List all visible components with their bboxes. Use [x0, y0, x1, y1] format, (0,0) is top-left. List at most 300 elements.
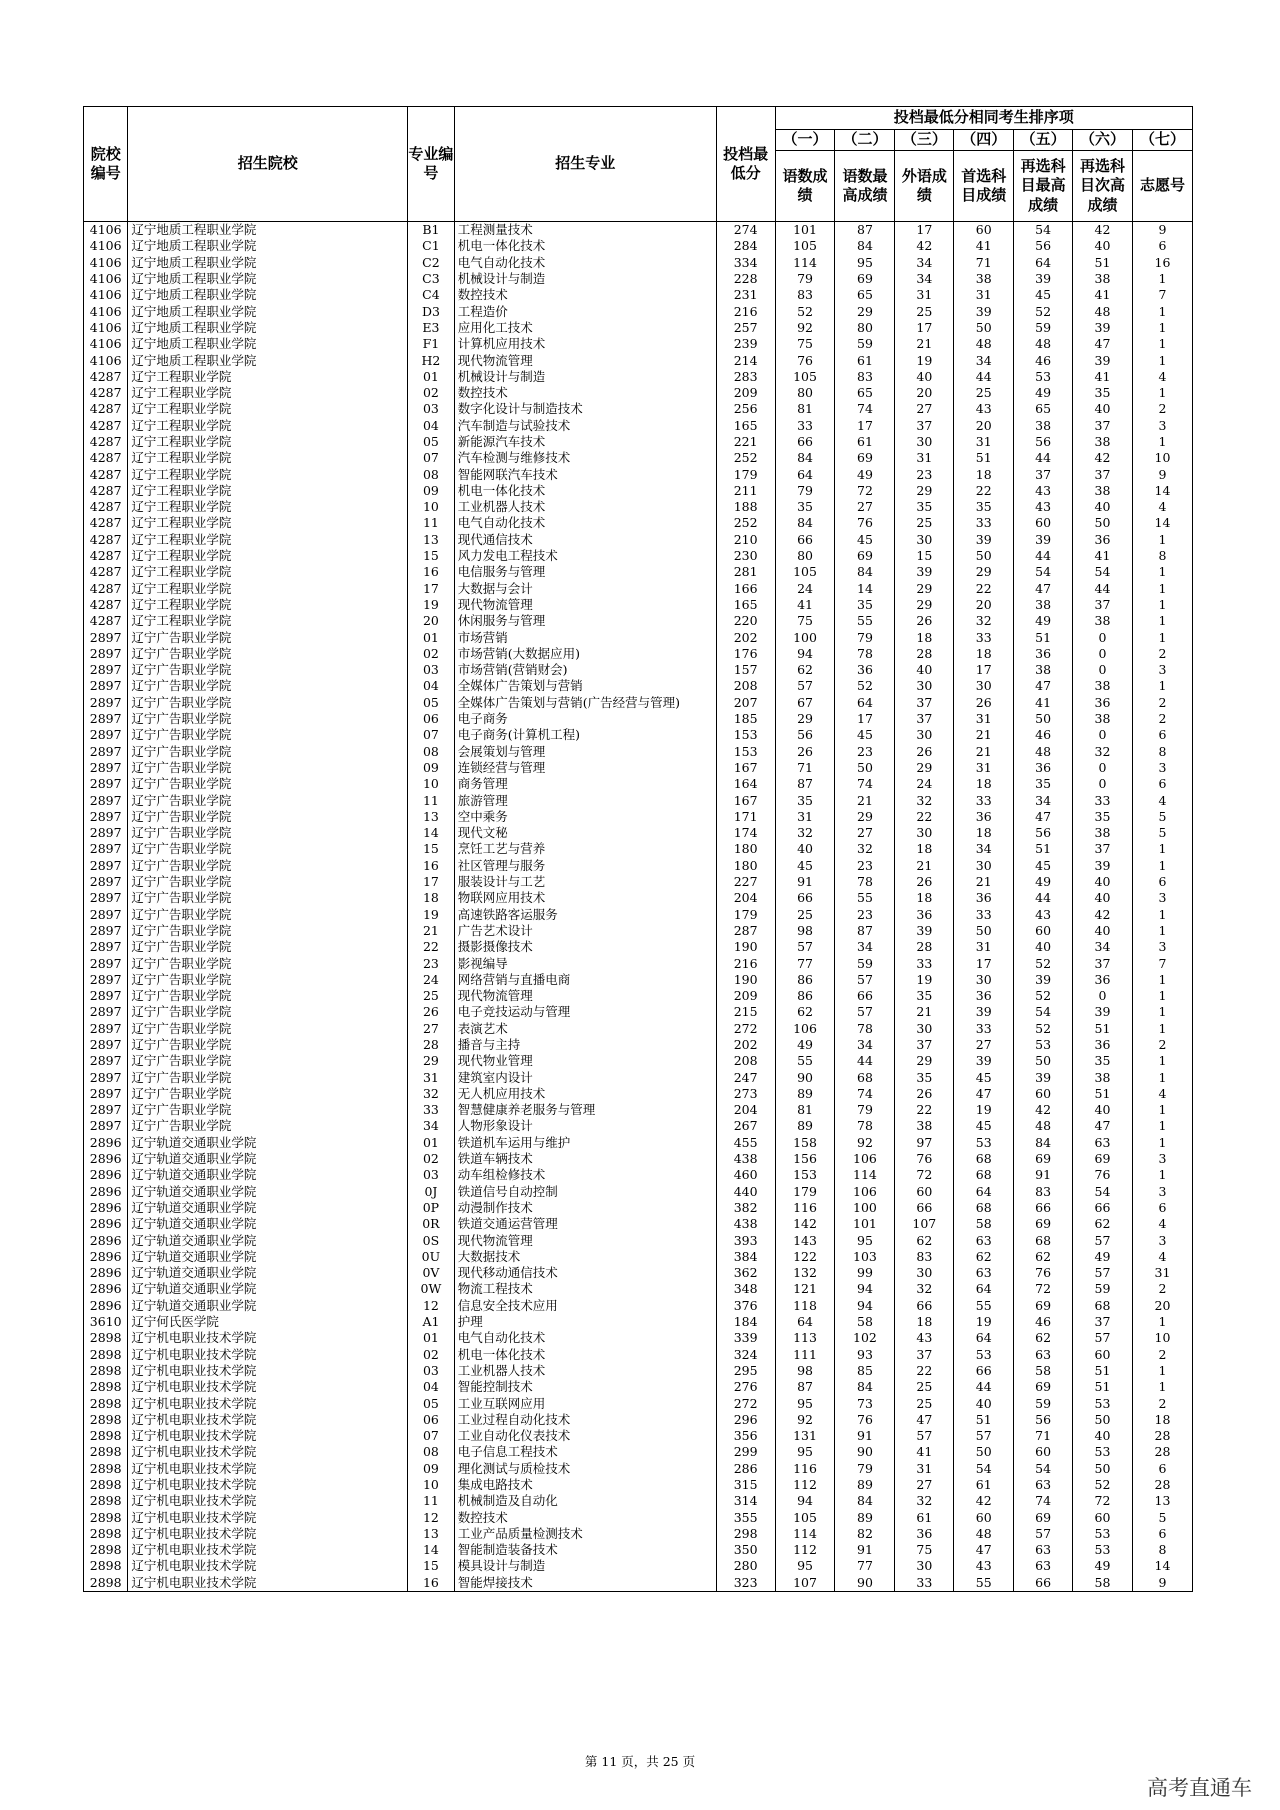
cell-score-elective-second: 33 — [1073, 792, 1133, 808]
cell-score-chinese-math: 112 — [775, 1477, 835, 1493]
cell-score-chinese-math-max: 21 — [835, 792, 895, 808]
cell-major-name: 大数据与会计 — [454, 581, 716, 597]
table-row — [84, 499, 1193, 515]
cell-school-name: 辽宁工程职业学院 — [128, 597, 408, 613]
cell-score-elective-max: 43 — [1014, 499, 1073, 515]
cell-score-foreign-lang: 72 — [895, 1167, 954, 1183]
cell-score-first-subject: 32 — [954, 613, 1014, 629]
cell-score-chinese-math-max: 74 — [835, 776, 895, 792]
cell-score-elective-max: 69 — [1014, 1216, 1073, 1232]
cell-score-chinese-math: 66 — [775, 890, 835, 906]
cell-school-code: 2896 — [84, 1281, 128, 1297]
cell-school-name: 辽宁轨道交通职业学院 — [128, 1167, 408, 1183]
cell-score-chinese-math-max: 106 — [835, 1151, 895, 1167]
cell-score-first-subject: 34 — [954, 352, 1014, 368]
cell-score-elective-max: 40 — [1014, 939, 1073, 955]
table-row — [84, 336, 1193, 352]
cell-school-name: 辽宁工程职业学院 — [128, 581, 408, 597]
cell-score-elective-max: 54 — [1014, 1004, 1073, 1020]
cell-score-elective-max: 47 — [1014, 809, 1073, 825]
cell-score-foreign-lang: 18 — [895, 1314, 954, 1330]
table-row — [84, 1493, 1193, 1509]
cell-score-chinese-math: 179 — [775, 1184, 835, 1200]
cell-min-score: 220 — [716, 613, 775, 629]
table-row — [84, 744, 1193, 760]
cell-score-chinese-math: 94 — [775, 646, 835, 662]
cell-major-code: 32 — [408, 1086, 455, 1102]
cell-score-elective-second: 35 — [1073, 809, 1133, 825]
cell-score-foreign-lang: 32 — [895, 1493, 954, 1509]
cell-preference-number: 4 — [1132, 499, 1192, 515]
cell-min-score: 167 — [716, 760, 775, 776]
cell-min-score: 180 — [716, 858, 775, 874]
cell-major-name: 表演艺术 — [454, 1021, 716, 1037]
cell-preference-number: 1 — [1132, 1363, 1192, 1379]
cell-major-code: 08 — [408, 1444, 455, 1460]
cell-score-foreign-lang: 37 — [895, 1346, 954, 1362]
cell-major-code: H2 — [408, 352, 455, 368]
cell-score-first-subject: 66 — [954, 1363, 1014, 1379]
cell-major-code: 03 — [408, 1167, 455, 1183]
cell-score-foreign-lang: 19 — [895, 352, 954, 368]
cell-school-code: 2897 — [84, 858, 128, 874]
cell-school-code: 2897 — [84, 1004, 128, 1020]
cell-score-elective-second: 40 — [1073, 499, 1133, 515]
cell-score-foreign-lang: 75 — [895, 1542, 954, 1558]
cell-school-code: 4287 — [84, 483, 128, 499]
cell-min-score: 176 — [716, 646, 775, 662]
cell-score-elective-second: 57 — [1073, 1265, 1133, 1281]
cell-score-elective-second: 0 — [1073, 629, 1133, 645]
cell-major-name: 市场营销(营销财会) — [454, 662, 716, 678]
cell-min-score: 460 — [716, 1167, 775, 1183]
cell-school-code: 4287 — [84, 564, 128, 580]
cell-score-chinese-math: 84 — [775, 450, 835, 466]
cell-major-code: 0V — [408, 1265, 455, 1281]
cell-preference-number: 1 — [1132, 1004, 1192, 1020]
cell-score-elective-max: 34 — [1014, 792, 1073, 808]
cell-school-code: 2898 — [84, 1330, 128, 1346]
cell-preference-number: 9 — [1132, 222, 1192, 239]
cell-score-chinese-math-max: 84 — [835, 1493, 895, 1509]
table-row — [84, 1526, 1193, 1542]
cell-school-code: 4106 — [84, 303, 128, 319]
cell-major-name: 铁道信号自动控制 — [454, 1184, 716, 1200]
cell-score-elective-max: 66 — [1014, 1575, 1073, 1592]
cell-major-code: 15 — [408, 548, 455, 564]
cell-score-foreign-lang: 37 — [895, 1037, 954, 1053]
cell-score-first-subject: 18 — [954, 646, 1014, 662]
cell-score-elective-second: 0 — [1073, 988, 1133, 1004]
cell-preference-number: 1 — [1132, 1135, 1192, 1151]
col-header-label: 再选科目最高成绩 — [1014, 151, 1073, 222]
cell-preference-number: 2 — [1132, 695, 1192, 711]
cell-school-name: 辽宁地质工程职业学院 — [128, 320, 408, 336]
cell-score-first-subject: 21 — [954, 744, 1014, 760]
table-row — [84, 581, 1193, 597]
cell-school-code: 2898 — [84, 1558, 128, 1574]
cell-score-foreign-lang: 29 — [895, 760, 954, 776]
cell-score-elective-second: 50 — [1073, 1461, 1133, 1477]
cell-school-code: 2897 — [84, 1069, 128, 1085]
col-header-sub: （七） — [1132, 130, 1192, 151]
cell-score-chinese-math: 95 — [775, 1444, 835, 1460]
cell-score-chinese-math-max: 66 — [835, 988, 895, 1004]
cell-school-code: 2898 — [84, 1363, 128, 1379]
cell-score-chinese-math: 81 — [775, 1102, 835, 1118]
cell-major-name: 智慧健康养老服务与管理 — [454, 1102, 716, 1118]
cell-score-foreign-lang: 40 — [895, 369, 954, 385]
cell-score-elective-second: 60 — [1073, 1346, 1133, 1362]
cell-score-foreign-lang: 15 — [895, 548, 954, 564]
cell-school-code: 3610 — [84, 1314, 128, 1330]
cell-preference-number: 16 — [1132, 255, 1192, 271]
cell-score-elective-max: 60 — [1014, 515, 1073, 531]
cell-score-foreign-lang: 30 — [895, 434, 954, 450]
cell-score-elective-second: 44 — [1073, 581, 1133, 597]
cell-score-foreign-lang: 35 — [895, 988, 954, 1004]
cell-score-chinese-math-max: 114 — [835, 1167, 895, 1183]
cell-score-elective-second: 37 — [1073, 466, 1133, 482]
cell-score-elective-second: 37 — [1073, 955, 1133, 971]
cell-score-chinese-math: 116 — [775, 1200, 835, 1216]
cell-score-chinese-math-max: 84 — [835, 1379, 895, 1395]
cell-min-score: 274 — [716, 222, 775, 239]
cell-major-code: 05 — [408, 434, 455, 450]
cell-major-code: 07 — [408, 727, 455, 743]
cell-score-elective-max: 63 — [1014, 1477, 1073, 1493]
cell-score-chinese-math: 31 — [775, 809, 835, 825]
cell-school-name: 辽宁机电职业技术学院 — [128, 1542, 408, 1558]
cell-score-foreign-lang: 31 — [895, 1461, 954, 1477]
cell-score-chinese-math: 24 — [775, 581, 835, 597]
cell-score-chinese-math: 79 — [775, 271, 835, 287]
table-row — [84, 1461, 1193, 1477]
col-header-school: 招生院校 — [128, 107, 408, 222]
cell-score-first-subject: 27 — [954, 1037, 1014, 1053]
cell-school-code: 2897 — [84, 662, 128, 678]
cell-major-name: 市场营销 — [454, 629, 716, 645]
cell-score-chinese-math: 92 — [775, 1412, 835, 1428]
cell-school-code: 2896 — [84, 1184, 128, 1200]
cell-score-foreign-lang: 32 — [895, 1281, 954, 1297]
cell-school-code: 2897 — [84, 1037, 128, 1053]
cell-score-first-subject: 55 — [954, 1298, 1014, 1314]
cell-school-code: 2897 — [84, 1118, 128, 1134]
cell-major-name: 数控技术 — [454, 385, 716, 401]
cell-score-first-subject: 30 — [954, 858, 1014, 874]
cell-school-code: 2897 — [84, 695, 128, 711]
col-header-major-code: 专业编号 — [408, 107, 455, 222]
cell-score-first-subject: 50 — [954, 548, 1014, 564]
cell-major-name: 工业产品质量检测技术 — [454, 1526, 716, 1542]
cell-min-score: 230 — [716, 548, 775, 564]
cell-score-chinese-math: 52 — [775, 303, 835, 319]
cell-score-foreign-lang: 19 — [895, 972, 954, 988]
cell-major-name: 铁道机车运用与维护 — [454, 1135, 716, 1151]
cell-major-code: 23 — [408, 955, 455, 971]
cell-score-chinese-math-max: 74 — [835, 1086, 895, 1102]
cell-major-code: 08 — [408, 466, 455, 482]
cell-min-score: 209 — [716, 385, 775, 401]
cell-min-score: 166 — [716, 581, 775, 597]
cell-score-elective-max: 62 — [1014, 1330, 1073, 1346]
cell-school-name: 辽宁轨道交通职业学院 — [128, 1151, 408, 1167]
cell-score-first-subject: 22 — [954, 483, 1014, 499]
cell-score-chinese-math-max: 44 — [835, 1053, 895, 1069]
cell-major-name: 风力发电工程技术 — [454, 548, 716, 564]
cell-preference-number: 4 — [1132, 369, 1192, 385]
cell-major-name: 工业机器人技术 — [454, 499, 716, 515]
cell-preference-number: 7 — [1132, 955, 1192, 971]
cell-major-name: 电气自动化技术 — [454, 1330, 716, 1346]
cell-preference-number: 10 — [1132, 450, 1192, 466]
cell-major-name: 会展策划与管理 — [454, 744, 716, 760]
cell-score-chinese-math-max: 79 — [835, 629, 895, 645]
cell-school-name: 辽宁广告职业学院 — [128, 1004, 408, 1020]
cell-score-first-subject: 60 — [954, 1509, 1014, 1525]
cell-school-name: 辽宁轨道交通职业学院 — [128, 1281, 408, 1297]
cell-preference-number: 1 — [1132, 629, 1192, 645]
cell-score-first-subject: 39 — [954, 532, 1014, 548]
cell-score-first-subject: 39 — [954, 303, 1014, 319]
cell-major-name: 集成电路技术 — [454, 1477, 716, 1493]
cell-school-code: 2897 — [84, 988, 128, 1004]
cell-school-code: 2897 — [84, 760, 128, 776]
cell-score-elective-max: 52 — [1014, 303, 1073, 319]
cell-major-name: 信息安全技术应用 — [454, 1298, 716, 1314]
table-row — [84, 1069, 1193, 1085]
cell-min-score: 257 — [716, 320, 775, 336]
cell-min-score: 273 — [716, 1086, 775, 1102]
cell-score-elective-max: 38 — [1014, 597, 1073, 613]
cell-school-code: 2896 — [84, 1249, 128, 1265]
cell-score-foreign-lang: 21 — [895, 336, 954, 352]
cell-min-score: 202 — [716, 629, 775, 645]
cell-school-code: 4106 — [84, 352, 128, 368]
cell-min-score: 276 — [716, 1379, 775, 1395]
col-header-label: 外语成绩 — [895, 151, 954, 222]
cell-school-name: 辽宁广告职业学院 — [128, 890, 408, 906]
cell-score-foreign-lang: 66 — [895, 1298, 954, 1314]
cell-score-elective-max: 64 — [1014, 255, 1073, 271]
cell-score-chinese-math: 98 — [775, 923, 835, 939]
table-row — [84, 287, 1193, 303]
cell-score-elective-max: 43 — [1014, 906, 1073, 922]
cell-major-code: 22 — [408, 939, 455, 955]
cell-score-chinese-math: 95 — [775, 1558, 835, 1574]
cell-preference-number: 1 — [1132, 320, 1192, 336]
table-row — [84, 727, 1193, 743]
cell-score-foreign-lang: 29 — [895, 597, 954, 613]
cell-score-elective-max: 56 — [1014, 1412, 1073, 1428]
cell-school-name: 辽宁广告职业学院 — [128, 1021, 408, 1037]
cell-major-code: E3 — [408, 320, 455, 336]
cell-min-score: 324 — [716, 1346, 775, 1362]
table-row — [84, 1575, 1193, 1592]
cell-min-score: 204 — [716, 890, 775, 906]
cell-preference-number: 1 — [1132, 1053, 1192, 1069]
cell-score-chinese-math-max: 78 — [835, 1021, 895, 1037]
cell-score-foreign-lang: 38 — [895, 1118, 954, 1134]
cell-score-first-subject: 68 — [954, 1200, 1014, 1216]
cell-school-code: 4287 — [84, 385, 128, 401]
cell-score-chinese-math: 111 — [775, 1346, 835, 1362]
cell-score-chinese-math: 112 — [775, 1542, 835, 1558]
cell-preference-number: 2 — [1132, 401, 1192, 417]
cell-major-name: 现代物流管理 — [454, 988, 716, 1004]
cell-min-score: 287 — [716, 923, 775, 939]
cell-score-first-subject: 45 — [954, 1069, 1014, 1085]
cell-min-score: 227 — [716, 874, 775, 890]
cell-major-name: 市场营销(大数据应用) — [454, 646, 716, 662]
cell-score-first-subject: 26 — [954, 695, 1014, 711]
table-row — [84, 450, 1193, 466]
cell-major-code: 06 — [408, 711, 455, 727]
cell-major-code: 24 — [408, 972, 455, 988]
cell-score-elective-second: 37 — [1073, 597, 1133, 613]
cell-score-chinese-math-max: 94 — [835, 1281, 895, 1297]
cell-min-score: 283 — [716, 369, 775, 385]
cell-score-first-subject: 36 — [954, 890, 1014, 906]
cell-score-chinese-math-max: 29 — [835, 809, 895, 825]
cell-min-score: 165 — [716, 418, 775, 434]
cell-score-elective-second: 66 — [1073, 1200, 1133, 1216]
cell-score-elective-max: 39 — [1014, 532, 1073, 548]
cell-preference-number: 10 — [1132, 1330, 1192, 1346]
col-header-sub: （三） — [895, 130, 954, 151]
cell-score-chinese-math-max: 92 — [835, 1135, 895, 1151]
cell-min-score: 438 — [716, 1151, 775, 1167]
cell-score-chinese-math-max: 106 — [835, 1184, 895, 1200]
cell-school-code: 2897 — [84, 711, 128, 727]
cell-score-elective-max: 47 — [1014, 678, 1073, 694]
cell-score-elective-max: 56 — [1014, 825, 1073, 841]
table-row — [84, 548, 1193, 564]
cell-major-code: D3 — [408, 303, 455, 319]
cell-major-code: 02 — [408, 385, 455, 401]
cell-major-code: 17 — [408, 874, 455, 890]
cell-score-chinese-math: 86 — [775, 972, 835, 988]
cell-score-first-subject: 21 — [954, 727, 1014, 743]
cell-score-elective-second: 40 — [1073, 923, 1133, 939]
cell-score-chinese-math: 49 — [775, 1037, 835, 1053]
cell-score-chinese-math: 121 — [775, 1281, 835, 1297]
cell-score-first-subject: 31 — [954, 287, 1014, 303]
cell-score-elective-max: 53 — [1014, 369, 1073, 385]
cell-preference-number: 1 — [1132, 532, 1192, 548]
cell-major-code: 01 — [408, 1135, 455, 1151]
cell-score-chinese-math: 116 — [775, 1461, 835, 1477]
cell-score-foreign-lang: 34 — [895, 255, 954, 271]
col-header-label: 首选科目成绩 — [954, 151, 1014, 222]
cell-score-elective-max: 71 — [1014, 1428, 1073, 1444]
cell-score-elective-second: 36 — [1073, 695, 1133, 711]
cell-school-name: 辽宁广告职业学院 — [128, 825, 408, 841]
cell-min-score: 323 — [716, 1575, 775, 1592]
table-row — [84, 1135, 1193, 1151]
cell-min-score: 228 — [716, 271, 775, 287]
cell-score-chinese-math: 29 — [775, 711, 835, 727]
cell-major-name: 电子信息工程技术 — [454, 1444, 716, 1460]
cell-score-first-subject: 57 — [954, 1428, 1014, 1444]
cell-score-elective-second: 38 — [1073, 613, 1133, 629]
cell-score-foreign-lang: 26 — [895, 1086, 954, 1102]
cell-score-elective-second: 48 — [1073, 303, 1133, 319]
cell-score-chinese-math-max: 59 — [835, 955, 895, 971]
cell-score-chinese-math: 142 — [775, 1216, 835, 1232]
cell-score-elective-second: 53 — [1073, 1542, 1133, 1558]
cell-score-first-subject: 64 — [954, 1281, 1014, 1297]
cell-min-score: 214 — [716, 352, 775, 368]
cell-preference-number: 1 — [1132, 1021, 1192, 1037]
cell-score-elective-second: 39 — [1073, 858, 1133, 874]
cell-major-name: 播音与主持 — [454, 1037, 716, 1053]
cell-preference-number: 1 — [1132, 303, 1192, 319]
cell-score-elective-second: 0 — [1073, 646, 1133, 662]
cell-preference-number: 1 — [1132, 564, 1192, 580]
cell-score-elective-max: 52 — [1014, 1021, 1073, 1037]
cell-major-code: 31 — [408, 1069, 455, 1085]
cell-school-name: 辽宁机电职业技术学院 — [128, 1330, 408, 1346]
cell-major-name: 智能焊接技术 — [454, 1575, 716, 1592]
cell-score-chinese-math-max: 27 — [835, 825, 895, 841]
cell-major-code: 14 — [408, 825, 455, 841]
cell-score-chinese-math: 95 — [775, 1395, 835, 1411]
cell-score-foreign-lang: 34 — [895, 271, 954, 287]
cell-score-foreign-lang: 43 — [895, 1330, 954, 1346]
cell-preference-number: 1 — [1132, 434, 1192, 450]
cell-major-name: 连锁经营与管理 — [454, 760, 716, 776]
cell-score-elective-max: 58 — [1014, 1363, 1073, 1379]
table-row — [84, 238, 1193, 254]
table-row — [84, 1330, 1193, 1346]
cell-major-code: 17 — [408, 581, 455, 597]
cell-score-elective-max: 63 — [1014, 1346, 1073, 1362]
cell-school-code: 2898 — [84, 1493, 128, 1509]
cell-score-elective-max: 36 — [1014, 646, 1073, 662]
cell-score-chinese-math: 75 — [775, 613, 835, 629]
cell-school-code: 2898 — [84, 1412, 128, 1428]
cell-preference-number: 1 — [1132, 1069, 1192, 1085]
cell-score-elective-max: 44 — [1014, 890, 1073, 906]
table-row — [84, 1004, 1193, 1020]
cell-score-first-subject: 35 — [954, 499, 1014, 515]
cell-major-name: 无人机应用技术 — [454, 1086, 716, 1102]
table-row — [84, 825, 1193, 841]
cell-score-elective-max: 54 — [1014, 564, 1073, 580]
cell-score-foreign-lang: 97 — [895, 1135, 954, 1151]
cell-preference-number: 4 — [1132, 1086, 1192, 1102]
cell-preference-number: 3 — [1132, 1151, 1192, 1167]
cell-score-first-subject: 31 — [954, 939, 1014, 955]
cell-score-chinese-math-max: 27 — [835, 499, 895, 515]
cell-major-code: 01 — [408, 629, 455, 645]
cell-major-name: 全媒体广告策划与营销(广告经营与管理) — [454, 695, 716, 711]
cell-score-chinese-math: 89 — [775, 1118, 835, 1134]
table-row — [84, 532, 1193, 548]
cell-score-foreign-lang: 33 — [895, 955, 954, 971]
cell-major-name: 工业过程自动化技术 — [454, 1412, 716, 1428]
cell-major-name: 理化测试与质检技术 — [454, 1461, 716, 1477]
cell-score-first-subject: 64 — [954, 1330, 1014, 1346]
cell-score-chinese-math-max: 100 — [835, 1200, 895, 1216]
cell-major-code: 20 — [408, 613, 455, 629]
cell-score-foreign-lang: 83 — [895, 1249, 954, 1265]
cell-score-elective-max: 57 — [1014, 1526, 1073, 1542]
cell-min-score: 284 — [716, 238, 775, 254]
cell-score-first-subject: 25 — [954, 385, 1014, 401]
